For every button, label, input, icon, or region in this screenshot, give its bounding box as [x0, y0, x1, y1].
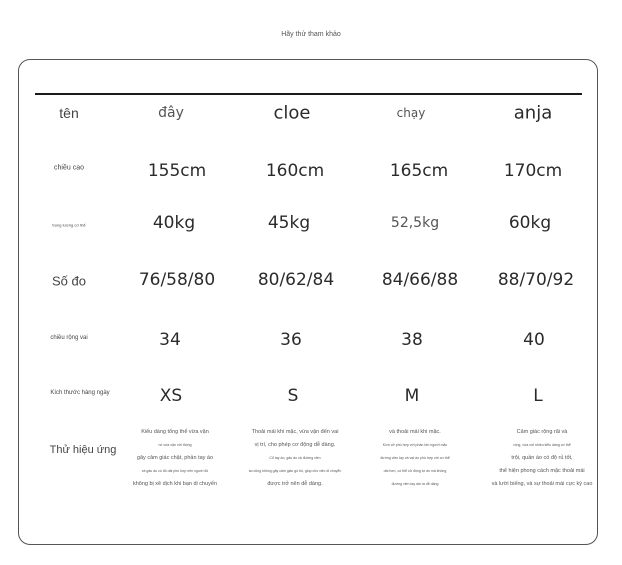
effect-description-4: Cảm giác rộng rãi và rộng, vừa với nhiều kiểu dáng cơ thể trội, quần áo có độ rủ tốt, thể hiện phong cách mặc thoải mái và lười biếng, và sự thoải mái cực kỳ cao	[491, 429, 593, 487]
model-name-3: chạy	[396, 106, 426, 120]
model-name-4: anja	[513, 102, 553, 124]
measurement-value-3: 84/66/88	[381, 270, 459, 290]
size-value-4: L	[533, 386, 543, 406]
effect-description-2: Thoải mái khi mặc, vừa vặn đến vai vị trí, cho phép cơ động dễ dàng. Cổ tay áo, gấu áo và đường viền áo cũng không gây cảm giác gò bó, giúp cho việc di chuyển được trở nên dễ dàng.	[248, 429, 342, 487]
weight-value-1: 40kg	[152, 213, 196, 233]
size-value-3: M	[404, 386, 420, 406]
size-value-1: XS	[159, 386, 183, 406]
effect-description-3: và thoải mái khi mặc. Kích cỡ phù hợp với phần lớn người mặc đường viền tay và vạt áo phù hợp với cơ thể dài hơn, có thể cử động tự do mà không đường viền tay dài ra dễ dàng	[380, 429, 450, 486]
row-label-weight: trọng lượng cơ thể	[52, 222, 86, 228]
row-label-measurements: Số đo	[52, 273, 86, 289]
model-name-2: cloe	[273, 102, 311, 124]
shoulder-value-2: 36	[280, 330, 302, 350]
row-label-effect: Thử hiệu ứng	[49, 444, 117, 456]
height-value-2: 160cm	[265, 161, 325, 181]
row-label-daily-size: Kích thước hàng ngày	[50, 390, 110, 396]
row-label-height: chiều cao	[54, 164, 84, 172]
shoulder-value-4: 40	[523, 330, 545, 350]
shoulder-value-3: 38	[401, 330, 423, 350]
weight-value-4: 60kg	[508, 213, 552, 233]
effect-description-1: Kiểu dáng tổng thể vừa vặn nó vừa vặn với thông gây cảm giác chật, phần tay áo và gấu áo có độ dài phù hợp nên người đó không bị xê dịch khi bạn di chuyển	[132, 429, 218, 487]
row-label-shoulder: chiều rộng vai	[50, 335, 88, 341]
height-value-4: 170cm	[503, 161, 563, 181]
measurement-value-4: 88/70/92	[497, 270, 575, 290]
measurement-value-1: 76/58/80	[138, 270, 216, 290]
header-divider	[35, 93, 582, 95]
page-caption: Hãy thử tham khảo	[281, 31, 341, 38]
shoulder-value-1: 34	[159, 330, 181, 350]
height-value-3: 165cm	[389, 161, 449, 181]
weight-value-2: 45kg	[267, 213, 311, 233]
height-value-1: 155cm	[147, 161, 207, 181]
weight-value-3: 52,5kg	[390, 215, 440, 231]
header-label-name: tên	[59, 105, 79, 121]
size-value-2: S	[287, 386, 299, 406]
model-name-1: đây	[158, 105, 184, 121]
measurement-value-2: 80/62/84	[257, 270, 335, 290]
